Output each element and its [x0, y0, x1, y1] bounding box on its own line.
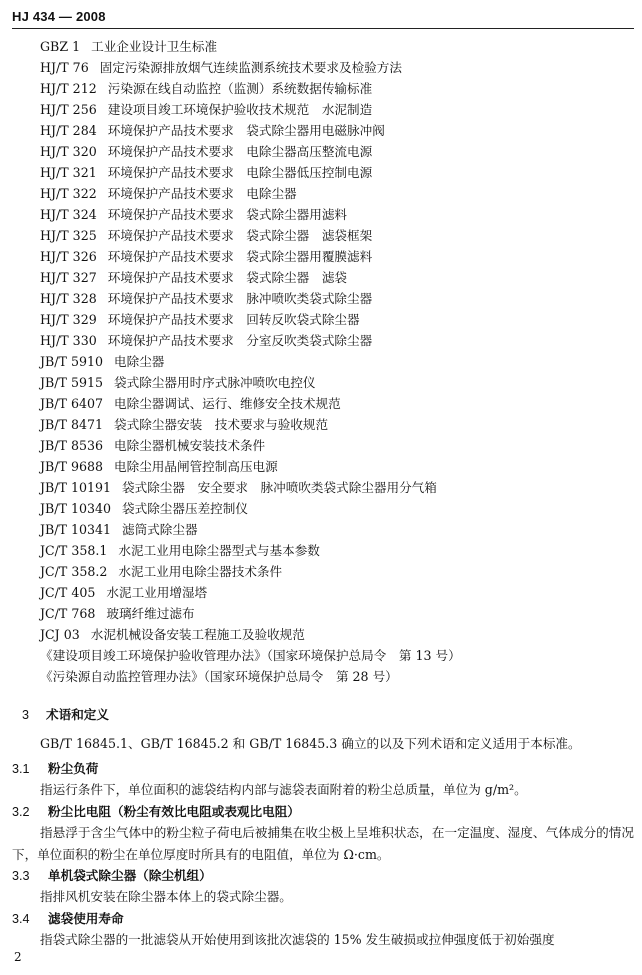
reference-code: JB/T 5915	[40, 375, 103, 390]
reference-item	[40, 57, 636, 78]
reference-code: JB/T 8536	[40, 438, 103, 453]
term-3-1-heading	[12, 758, 98, 777]
term-3-4-definition: 指袋式除尘器的一批滤袋从开始使用到该批次滤袋的 15% 发生破损或拉伸强度低于初始强度	[40, 932, 555, 947]
reference-item	[40, 603, 636, 624]
reference-item	[40, 498, 636, 519]
reference-title: 环境保护产品技术要求 电除尘器	[107, 186, 297, 201]
section-3-intro: GB/T 16845.1、GB/T 16845.2 和 GB/T 16845.3 确立的以及下列术语和定义适用于本标准。	[40, 736, 581, 751]
term-number: 3.3	[12, 869, 30, 883]
reference-code: HJ/T 330	[40, 333, 97, 348]
reference-title: 环境保护产品技术要求 脉冲喷吹类袋式除尘器	[107, 291, 373, 306]
reference-item	[40, 456, 636, 477]
document-code: HJ 434 — 2008	[12, 9, 106, 24]
reference-code: JC/T 768	[40, 606, 96, 621]
section-3-heading	[22, 704, 109, 723]
reference-code: HJ/T 212	[40, 81, 97, 96]
reference-title: 袋式除尘器压差控制仪	[122, 501, 248, 516]
reference-item	[40, 267, 636, 288]
reference-item	[40, 540, 636, 561]
normative-references-list	[40, 36, 636, 687]
reference-code: HJ/T 322	[40, 186, 97, 201]
term-3-3-definition: 指排风机安装在除尘器本体上的袋式除尘器。	[40, 889, 292, 904]
header-divider	[12, 28, 634, 29]
reference-title: 固定污染源排放烟气连续监测系统技术要求及检验方法	[99, 60, 402, 75]
reference-code: HJ/T 327	[40, 270, 97, 285]
section-title: 术语和定义	[46, 708, 109, 722]
term-3-4-heading	[12, 908, 124, 927]
reference-title: 电除尘器调试、运行、维修安全技术规范	[114, 396, 341, 411]
reference-code: JB/T 6407	[40, 396, 103, 411]
reference-code: JB/T 10340	[40, 501, 112, 516]
reference-title: 环境保护产品技术要求 袋式除尘器用电磁脉冲阀	[107, 123, 385, 138]
reference-item	[40, 561, 636, 582]
reference-code: GBZ 1	[40, 39, 81, 54]
reference-item	[40, 351, 636, 372]
reference-code: HJ/T 321	[40, 165, 97, 180]
reference-item	[40, 477, 636, 498]
reference-item	[40, 645, 636, 666]
term-number: 3.2	[12, 805, 30, 819]
reference-title: 水泥工业用电除尘器技术条件	[118, 564, 283, 579]
reference-code: JB/T 10191	[40, 480, 112, 495]
term-number: 3.4	[12, 912, 30, 926]
reference-title: 水泥工业用电除尘器型式与基本参数	[118, 543, 320, 558]
reference-item	[40, 183, 636, 204]
reference-code: HJ/T 324	[40, 207, 97, 222]
reference-item	[40, 624, 636, 645]
reference-code: HJ/T 326	[40, 249, 97, 264]
reference-item	[40, 372, 636, 393]
reference-item	[40, 141, 636, 162]
reference-title: 建设项目竣工环境保护验收技术规范 水泥制造	[107, 102, 373, 117]
page-number: 2	[14, 950, 22, 964]
reference-item	[40, 288, 636, 309]
reference-item	[40, 225, 636, 246]
term-name: 滤袋使用寿命	[48, 912, 124, 926]
reference-item	[40, 99, 636, 120]
reference-title: 电除尘器	[114, 354, 165, 369]
reference-title: 污染源在线自动监控（监测）系统数据传输标准	[107, 81, 373, 96]
reference-code: HJ/T 284	[40, 123, 97, 138]
reference-item	[40, 309, 636, 330]
reference-code: HJ/T 328	[40, 291, 97, 306]
reference-item	[40, 36, 636, 57]
reference-title: 《建设项目竣工环境保护验收管理办法》（国家环境保护总局令 第 13 号）	[40, 648, 461, 663]
reference-code: HJ/T 329	[40, 312, 97, 327]
reference-title: 水泥机械设备安装工程施工及验收规范	[90, 627, 305, 642]
term-name: 粉尘比电阻（粉尘有效比电阻或表观比电阻）	[48, 805, 300, 819]
term-3-2-heading	[12, 801, 300, 820]
reference-title: 环境保护产品技术要求 回转反吹袋式除尘器	[107, 312, 360, 327]
reference-code: JB/T 9688	[40, 459, 103, 474]
reference-code: JCJ 03	[40, 627, 80, 642]
reference-title: 水泥工业用增湿塔	[106, 585, 208, 600]
term-3-2-definition: 指悬浮于含尘气体中的粉尘粒子荷电后被捕集在收尘极上呈堆积状态，在一定温度、湿度、气体成分的情况下，单位面积的粉尘在单位厚度时所具有的电阻值，单位为 Ω·cm。	[12, 825, 634, 862]
reference-item	[40, 666, 636, 687]
reference-title: 电除尘器机械安装技术条件	[114, 438, 266, 453]
reference-title: 环境保护产品技术要求 电除尘器高压整流电源	[107, 144, 373, 159]
term-3-1-definition: 指运行条件下，单位面积的滤袋结构内部与滤袋表面附着的粉尘总质量，单位为 g/m²。	[40, 782, 527, 797]
reference-title: 袋式除尘器用时序式脉冲喷吹电控仪	[114, 375, 316, 390]
reference-title: 环境保护产品技术要求 电除尘器低压控制电源	[107, 165, 373, 180]
reference-code: JB/T 10341	[40, 522, 112, 537]
reference-item	[40, 204, 636, 225]
reference-code: JB/T 8471	[40, 417, 103, 432]
reference-code: HJ/T 325	[40, 228, 97, 243]
reference-item	[40, 246, 636, 267]
reference-item	[40, 162, 636, 183]
reference-item	[40, 519, 636, 540]
reference-item	[40, 78, 636, 99]
reference-title: 环境保护产品技术要求 分室反吹类袋式除尘器	[107, 333, 373, 348]
reference-title: 滤筒式除尘器	[122, 522, 198, 537]
reference-code: JB/T 5910	[40, 354, 103, 369]
reference-title: 环境保护产品技术要求 袋式除尘器 滤袋框架	[107, 228, 373, 243]
reference-code: HJ/T 76	[40, 60, 89, 75]
reference-title: 环境保护产品技术要求 袋式除尘器 滤袋	[107, 270, 347, 285]
reference-item	[40, 435, 636, 456]
reference-title: 环境保护产品技术要求 袋式除尘器用覆膜滤料	[107, 249, 373, 264]
reference-title: 玻璃纤维过滤布	[106, 606, 195, 621]
reference-code: HJ/T 320	[40, 144, 97, 159]
section-number: 3	[22, 708, 30, 722]
reference-item	[40, 582, 636, 603]
reference-title: 袋式除尘器 安全要求 脉冲喷吹类袋式除尘器用分气箱	[122, 480, 437, 495]
reference-title: 电除尘用晶闸管控制高压电源	[114, 459, 278, 474]
reference-item	[40, 120, 636, 141]
term-number: 3.1	[12, 762, 30, 776]
reference-item	[40, 330, 636, 351]
reference-item	[40, 414, 636, 435]
term-name: 单机袋式除尘器（除尘机组）	[48, 869, 212, 883]
reference-code: JC/T 358.2	[40, 564, 108, 579]
reference-code: JC/T 405	[40, 585, 96, 600]
reference-title: 工业企业设计卫生标准	[91, 39, 218, 54]
reference-title: 环境保护产品技术要求 袋式除尘器用滤料	[107, 207, 347, 222]
reference-item	[40, 393, 636, 414]
term-name: 粉尘负荷	[48, 762, 99, 776]
reference-code: HJ/T 256	[40, 102, 97, 117]
reference-code: JC/T 358.1	[40, 543, 108, 558]
reference-title: 袋式除尘器安装 技术要求与验收规范	[114, 417, 329, 432]
reference-title: 《污染源自动监控管理办法》（国家环境保护总局令 第 28 号）	[40, 669, 398, 684]
term-3-3-heading	[12, 865, 212, 884]
